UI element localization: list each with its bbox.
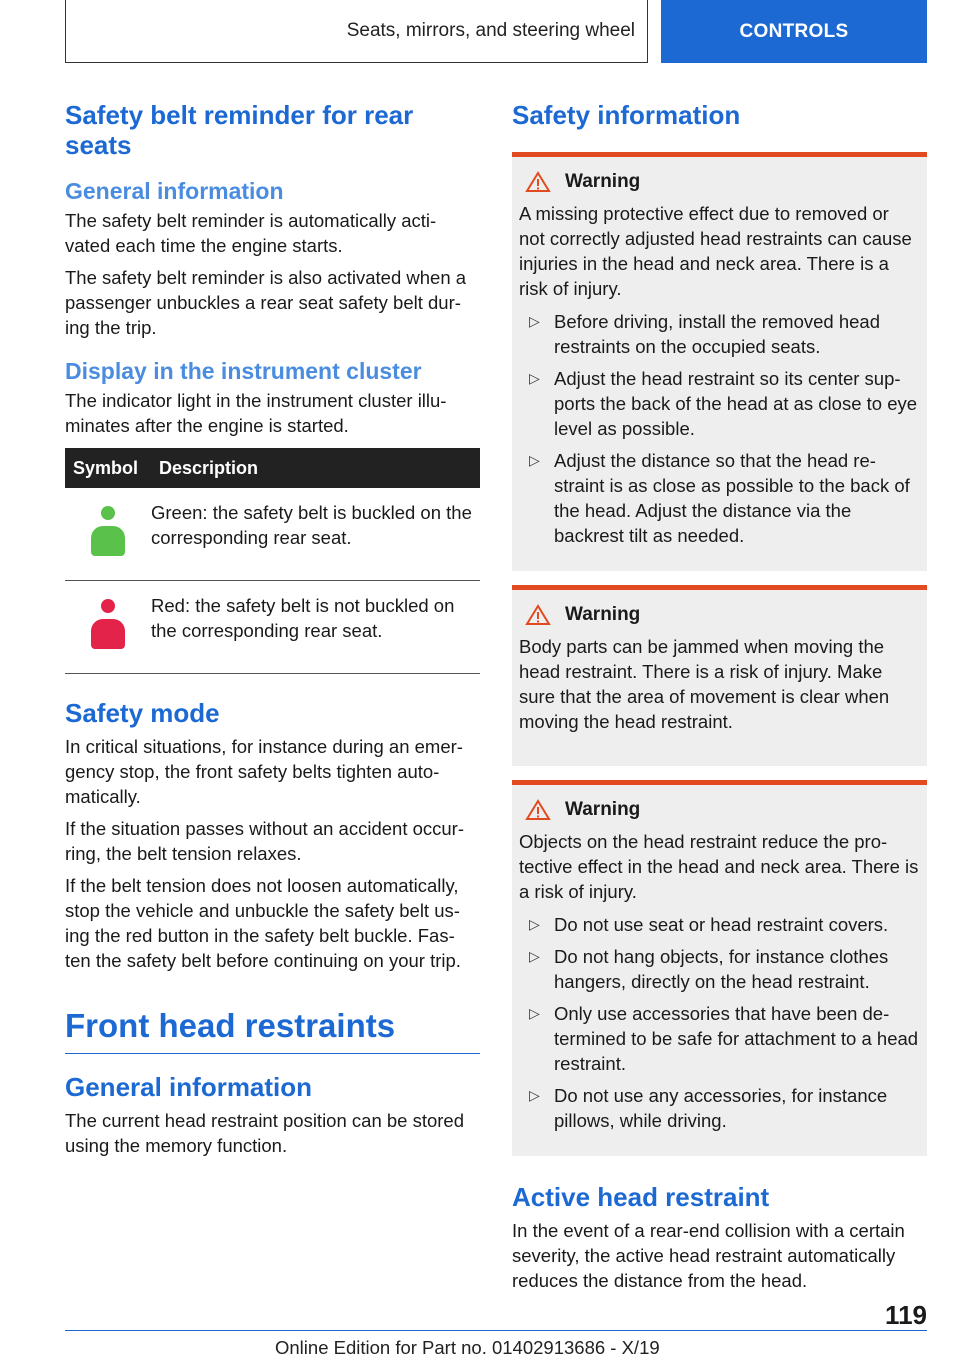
page-header (65, 0, 927, 65)
section-title: Seats, mirrors, and steering wheel (65, 0, 648, 63)
warning-box (512, 780, 927, 1156)
list-item: ▷ Do not use any accessories, for instance pillows, while driving. (529, 1085, 888, 1131)
list-item: ▷ Do not use seat or head restraint covers. (529, 914, 889, 935)
green-seat-occupant-icon (91, 506, 125, 558)
warning-header (519, 604, 919, 626)
table-row (65, 581, 480, 674)
subheading-general-info-head-restraints: General information (65, 1072, 313, 1102)
warning-label: Warning (565, 171, 641, 192)
paragraph: If the belt tension does not loosen automatically, stop the vehicle and unbuckle the safety belt us-ing the red button in the safety belt buckle. Fas-ten the safety belt before continuing on your trip. (65, 875, 461, 971)
chapter-heading-front-head-restraints: Front head restraints (65, 1007, 480, 1054)
footer-rule (65, 1330, 927, 1331)
red-seat-occupant-icon (91, 599, 125, 651)
symbol-cell (65, 581, 151, 674)
bullet-icon: ▷ (529, 313, 540, 329)
column-header-symbol: Symbol (65, 448, 151, 488)
bullet-icon: ▷ (529, 1087, 540, 1103)
section-heading-belt-reminder: Safety belt reminder for rear seats (65, 100, 414, 160)
description-cell: Red: the safety belt is not buckled on the corresponding rear seat. (151, 581, 480, 674)
warning-triangle-icon (525, 799, 551, 821)
right-column (512, 100, 927, 1300)
bullet-icon: ▷ (529, 916, 540, 932)
warning-text: A missing protective effect due to removed or not correctly adjusted head restraints can cause injuries in the head and neck area. There is a risk of injury. (519, 203, 912, 299)
section-heading-safety-info: Safety information (512, 100, 741, 130)
warning-list (519, 309, 919, 548)
footer-edition: Online Edition for Part no. 01402913686 - X/19 (275, 1337, 660, 1358)
bullet-icon: ▷ (529, 948, 540, 964)
paragraph: The indicator light in the instrument cluster illu-minates after the engine is started. (65, 390, 447, 436)
warning-label: Warning (565, 799, 641, 820)
list-item: ▷ Only use accessories that have been de-termined to be safe for attachment to a head restraint. (529, 1003, 919, 1074)
paragraph: In critical situations, for instance during an emer-gency stop, the front safety belts tighten auto-matically. (65, 736, 463, 807)
warning-label: Warning (565, 604, 641, 625)
list-item: ▷ Before driving, install the removed head restraints on the occupied seats. (529, 311, 880, 357)
page-number: 119 (885, 1300, 927, 1330)
table-row (65, 488, 480, 581)
subheading-safety-mode: Safety mode (65, 698, 220, 728)
warning-triangle-icon (525, 171, 551, 193)
warning-box (512, 585, 927, 766)
warning-box (512, 152, 927, 571)
column-header-description: Description (151, 448, 480, 488)
warning-header (519, 799, 919, 821)
subheading-active-head-restraint: Active head restraint (512, 1182, 770, 1212)
chapter-tab[interactable]: CONTROLS (661, 0, 927, 63)
warning-header (519, 171, 919, 193)
paragraph: If the situation passes without an accident occur-ring, the belt tension relaxes. (65, 818, 464, 864)
paragraph: The current head restraint position can be stored using the memory function. (65, 1110, 465, 1156)
list-item: ▷ Adjust the distance so that the head re-straint is as close as possible to the back of the head. Adjust the distance via the backrest tilt as needed. (529, 450, 910, 546)
bullet-icon: ▷ (529, 1005, 540, 1021)
list-item: ▷ Do not hang objects, for instance clothes hangers, directly on the head restraint. (529, 946, 889, 992)
subheading-general-info: General information (65, 178, 284, 204)
warning-text: Objects on the head restraint reduce the pro-tective effect in the head and neck area. There is a risk of injury. (519, 831, 919, 902)
symbol-table (65, 448, 480, 674)
bullet-icon: ▷ (529, 452, 540, 468)
subheading-display: Display in the instrument cluster (65, 358, 422, 384)
bullet-icon: ▷ (529, 370, 540, 386)
list-item: ▷ Adjust the head restraint so its center sup-ports the back of the head at as close to eye level as possible. (529, 368, 918, 439)
warning-triangle-icon (525, 604, 551, 626)
paragraph: The safety belt reminder is also activated when a passenger unbuckles a rear seat safety belt dur-ing the trip. (65, 267, 467, 338)
paragraph: In the event of a rear-end collision with a certain severity, the active head restraint automatically reduces the distance from the head. (512, 1220, 905, 1291)
warning-list (519, 912, 919, 1133)
left-column (65, 100, 480, 1165)
symbol-cell (65, 488, 151, 581)
paragraph: The safety belt reminder is automatically acti-vated each time the engine starts. (65, 210, 437, 256)
warning-text: Body parts can be jammed when moving the head restraint. There is a risk of injury. Make sure that the area of movement is clear when moving the head restraint. (519, 636, 890, 732)
description-cell: Green: the safety belt is buckled on the corresponding rear seat. (151, 488, 480, 581)
